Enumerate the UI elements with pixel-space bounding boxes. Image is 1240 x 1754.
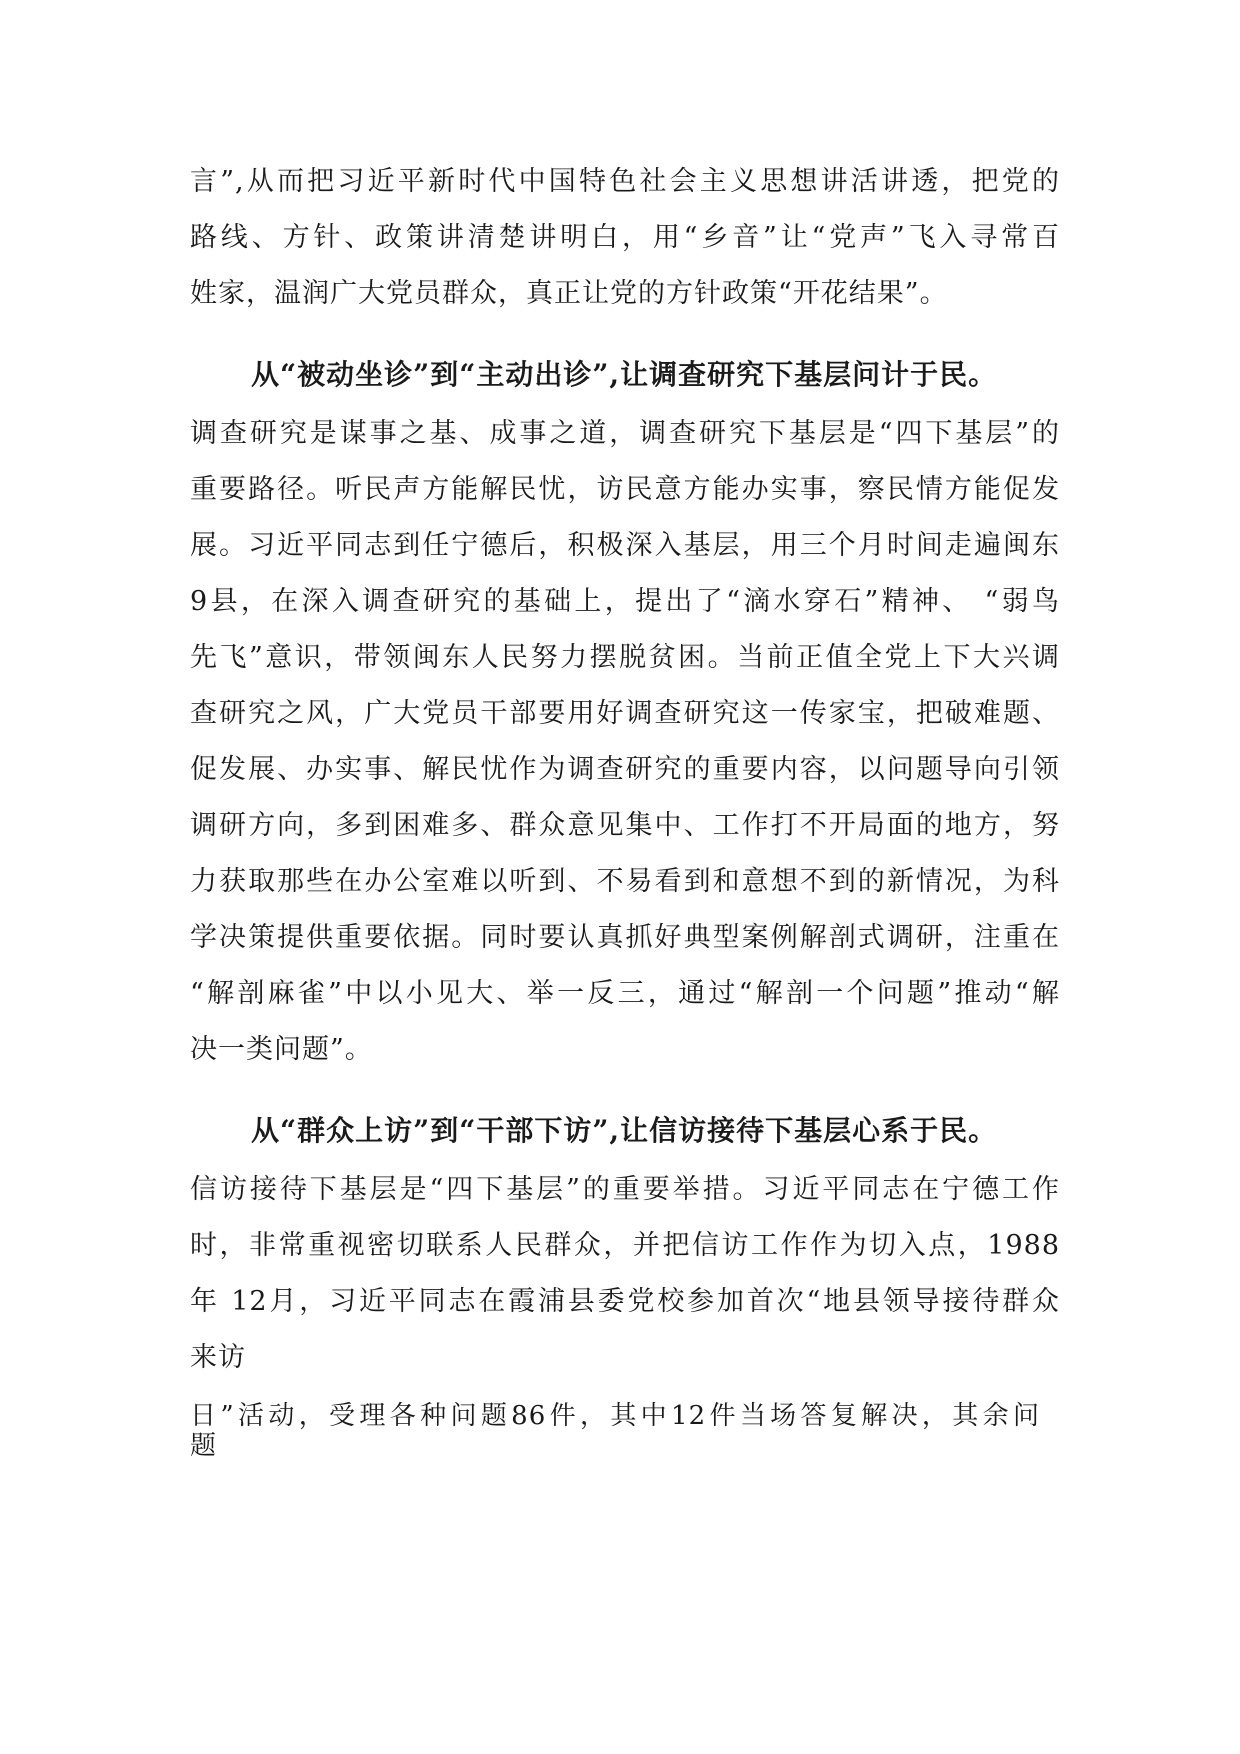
section-heading-2: 从“群众上访”到“干部下访”,让信访接待下基层心系于民。 [251,1114,998,1147]
paragraph-3-line-6: 题 [190,1431,218,1461]
paragraph-3-line-5: 日”活动，受理各种问题86件，其中12件当场答复解决，其余问 [190,1401,1040,1431]
paragraph-2-line-8: 调研方向，多到困难多、群众意见集中、工作打不开局面的地方，努 [190,810,1060,841]
paragraph-2-line-2: 重要路径。听民声方能解民忧，访民意方能办实事，察民情方能促发 [190,474,1060,505]
paragraph-2-line-11: “解剖麻雀”中以小见大、举一反三，通过“解剖一个问题”推动“解 [190,978,1060,1009]
paragraph-3-line-3: 年 12月，习近平同志在霞浦县委党校参加首次“地县领导接待群众 [190,1286,1060,1317]
paragraph-2-line-4: 9县，在深入调查研究的基础上，提出了“滴水穿石”精神、 “弱鸟 [190,586,1060,617]
paragraph-2-line-12: 决一类问题”。 [190,1034,373,1065]
paragraph-2-line-5: 先飞”意识，带领闽东人民努力摆脱贫困。当前正值全党上下大兴调 [190,642,1060,673]
paragraph-3-line-1: 信访接待下基层是“四下基层”的重要举措。习近平同志在宁德工作 [190,1174,1060,1205]
paragraph-3-line-2: 时，非常重视密切联系人民群众，并把信访工作作为切入点，1988 [190,1230,1060,1261]
paragraph-2-line-3: 展。习近平同志到任宁德后，积极深入基层，用三个月时间走遍闽东 [190,530,1060,561]
paragraph-2-line-6: 查研究之风，广大党员干部要用好调查研究这一传家宝，把破难题、 [190,698,1060,729]
paragraph-1-line-2: 路线、方针、政策讲清楚讲明白，用“乡音”让“党声”飞入寻常百 [190,222,1060,253]
paragraph-2-line-10: 学决策提供重要依据。同时要认真抓好典型案例解剖式调研，注重在 [190,922,1060,953]
paragraph-1-line-3: 姓家，温润广大党员群众，真正让党的方针政策“开花结果”。 [190,278,948,309]
paragraph-2-line-7: 促发展、办实事、解民忧作为调查研究的重要内容，以问题导向引领 [190,754,1060,785]
paragraph-1-line-1: 言”,从而把习近平新时代中国特色社会主义思想讲活讲透，把党的 [190,166,1060,197]
paragraph-2-line-9: 力获取那些在办公室难以听到、不易看到和意想不到的新情况，为科 [190,866,1060,897]
paragraph-2-line-1: 调查研究是谋事之基、成事之道，调查研究下基层是“四下基层”的 [190,418,1060,449]
paragraph-3-line-4: 来访 [190,1342,246,1373]
section-heading-1: 从“被动坐诊”到“主动出诊”,让调查研究下基层问计于民。 [251,358,998,391]
